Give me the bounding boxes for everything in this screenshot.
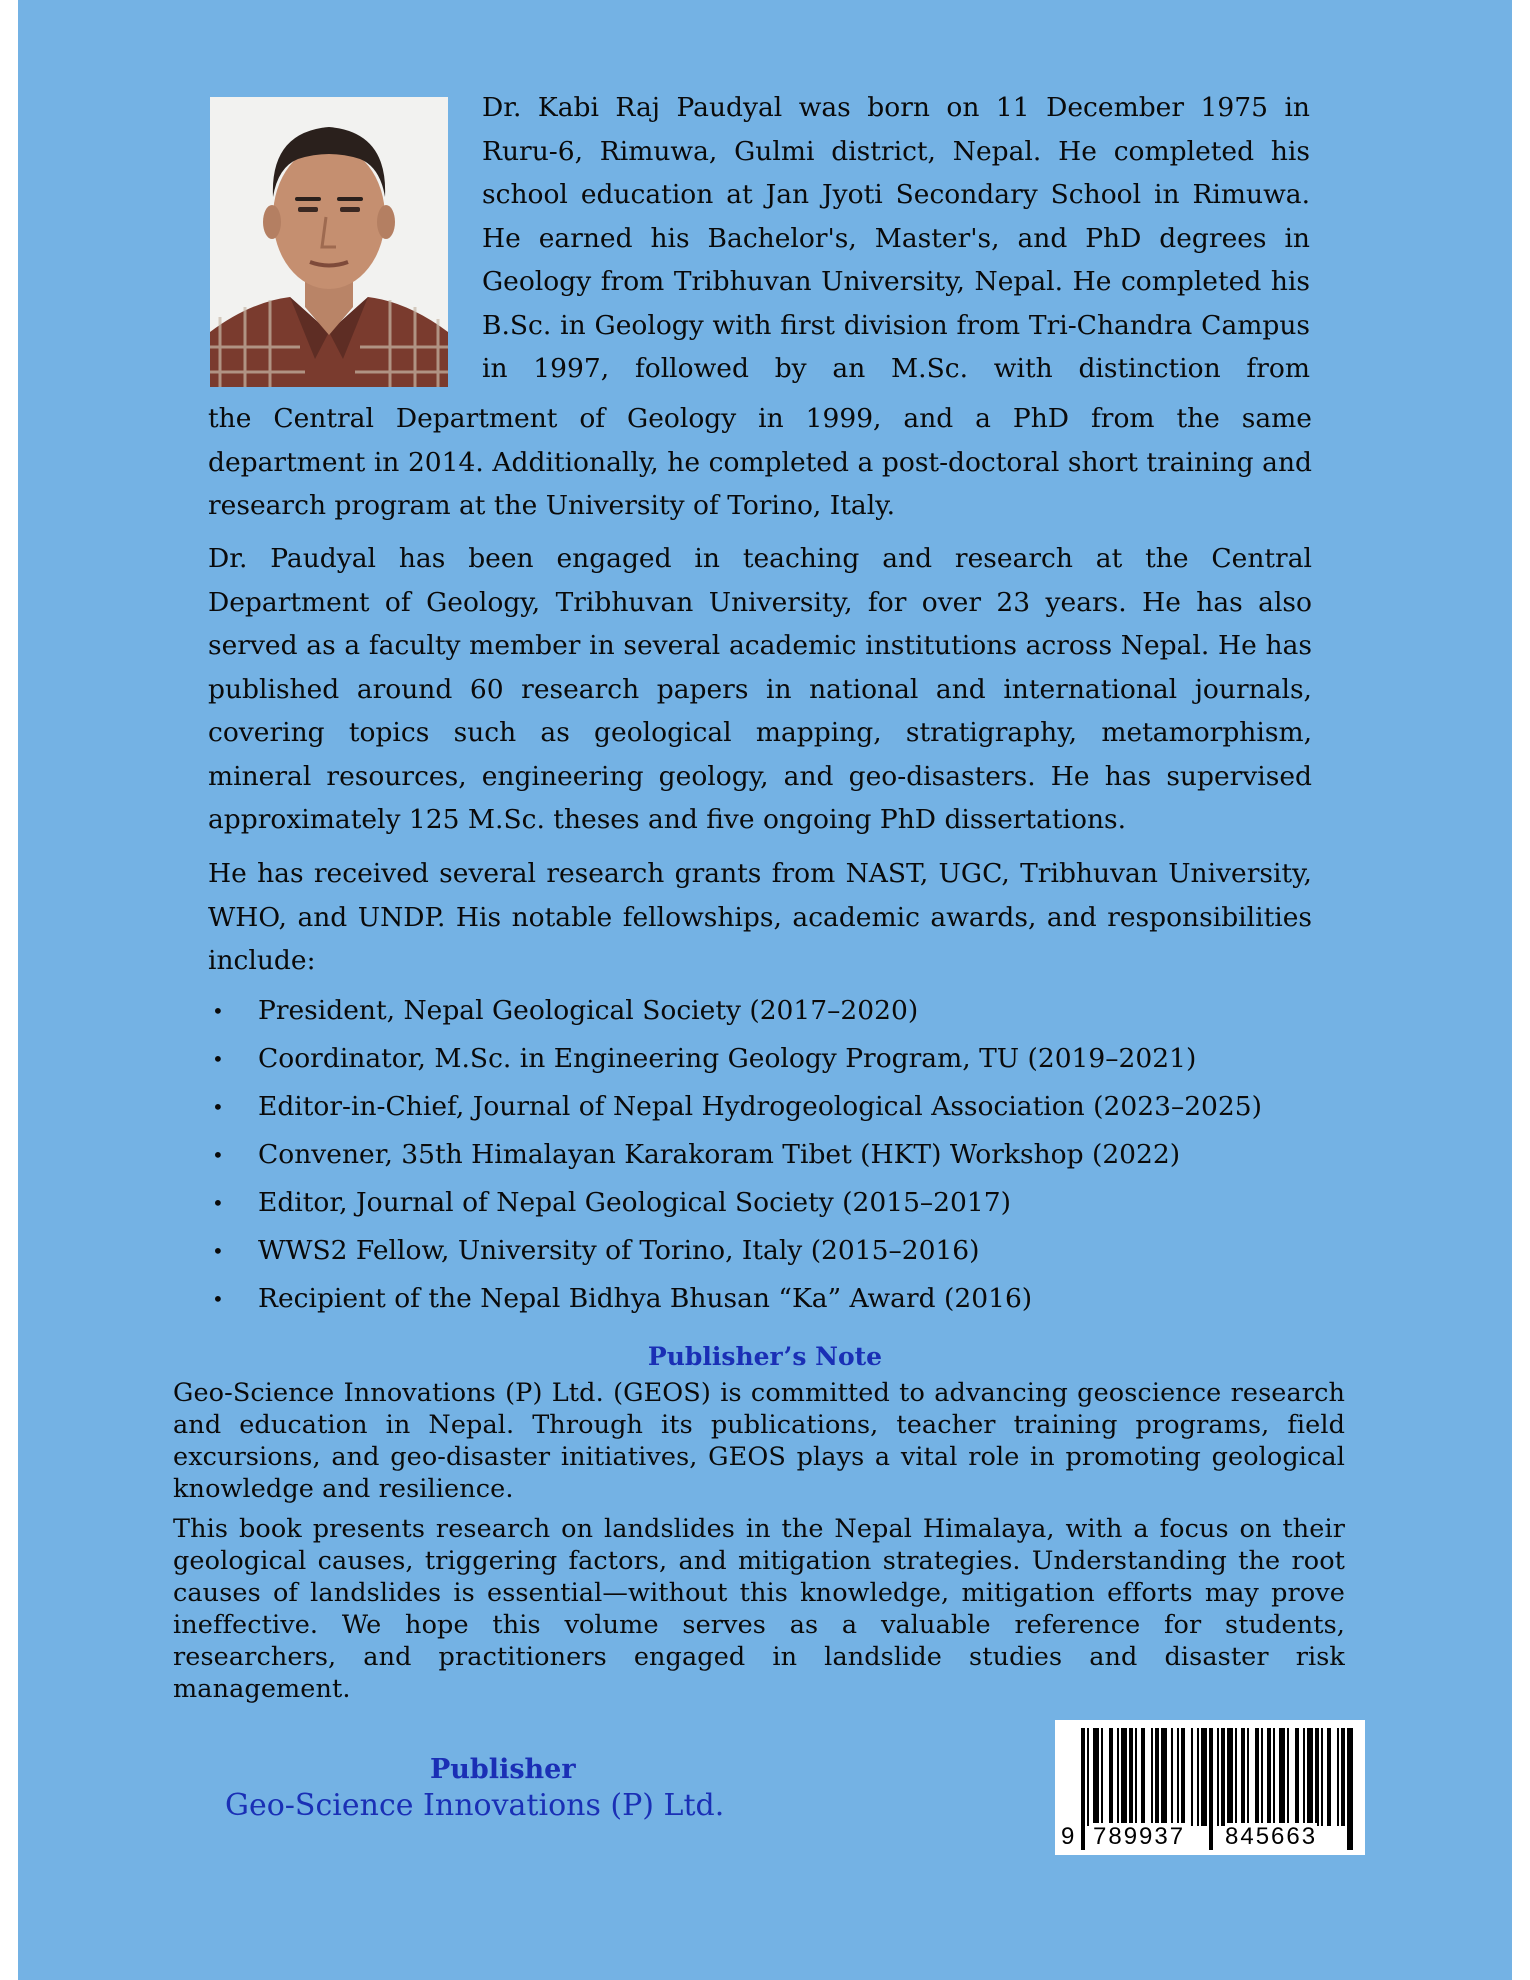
barcode-bar: [1141, 1728, 1145, 1826]
barcode-group-1: 789937: [1093, 1823, 1186, 1850]
barcode-bar: [1151, 1728, 1153, 1826]
role-text: Editor, Journal of Nepal Geological Society (2015–2017): [258, 1187, 1011, 1218]
role-text: Coordinator, M.Sc. in Engineering Geology Program, TU (2019–2021): [258, 1043, 1197, 1074]
barcode-bar: [1341, 1728, 1345, 1826]
barcode-bar: [1267, 1728, 1271, 1826]
barcode-bar: [1221, 1728, 1225, 1826]
list-item: [208, 1275, 1358, 1323]
barcode-bar: [1197, 1728, 1199, 1826]
barcode-bar: [1337, 1728, 1339, 1826]
list-item: [208, 1131, 1358, 1179]
barcode-bar: [1191, 1728, 1193, 1826]
barcode-bar: [1321, 1728, 1323, 1826]
role-text: Recipient of the Nepal Bidhya Bhusan “Ka” Award (2016): [258, 1283, 1033, 1314]
barcode-bar: [1327, 1728, 1331, 1826]
barcode-bar: [1129, 1728, 1133, 1826]
barcode-bar: [1135, 1728, 1137, 1826]
barcode-bar: [1081, 1728, 1085, 1850]
publishers-note-heading: Publisher’s Note: [647, 1342, 883, 1371]
barcode-bar: [1235, 1728, 1237, 1826]
barcode-bar: [1295, 1728, 1299, 1826]
bullet-icon: •: [212, 1047, 224, 1071]
barcode-bar: [1181, 1728, 1185, 1826]
barcode-bar: [1347, 1728, 1353, 1850]
barcode-bar: [1255, 1728, 1259, 1826]
bullet-icon: •: [212, 1287, 224, 1311]
barcode-bar: [1209, 1728, 1213, 1850]
barcode-bar: [1247, 1728, 1249, 1826]
barcode-bar: [1121, 1728, 1127, 1826]
barcode-bar: [1279, 1728, 1285, 1826]
role-text: President, Nepal Geological Society (2017–2020): [258, 995, 919, 1026]
barcode-bar: [1171, 1728, 1173, 1826]
barcode-bar: [1101, 1728, 1103, 1826]
author-bio-teaching: Dr. Paudyal has been engaged in teaching and research at the Central Department of Geology, Tribhuvan University, for over 23 years. He has also served as a faculty member in several academic institutions across Nepal. He has published around 60 research papers in national and international journals, covering topics such as geological mapping, stratigraphy, metamorphism, mineral resources, engineering geology, and geo-disasters. He has supervised approximately 125 M.Sc. theses and five ongoing PhD dissertations.: [208, 543, 1312, 835]
barcode-bar: [1117, 1728, 1119, 1826]
barcode-bar: [1307, 1728, 1313, 1826]
barcode-lead-digit: 9: [1061, 1823, 1075, 1850]
bullet-icon: •: [212, 1239, 224, 1263]
roles-list: [208, 987, 1358, 1323]
bullet-icon: •: [212, 999, 224, 1023]
publishers-note-paragraph-1: Geo-Science Innovations (P) Ltd. (GEOS) is committed to advancing geoscience research and education in Nepal. Through its publications, teacher training programs, field excursions, and geo-disaster initiatives, GEOS plays a vital role in promoting geological knowledge and resilience.: [173, 1378, 1345, 1504]
bullet-icon: •: [212, 1191, 224, 1215]
role-text: Editor-in-Chief, Journal of Nepal Hydrogeological Association (2023–2025): [258, 1091, 1262, 1122]
barcode-bar: [1217, 1728, 1219, 1826]
author-photo: [210, 97, 448, 387]
barcode-bar: [1287, 1728, 1289, 1826]
list-item: [208, 1179, 1358, 1227]
author-bio-intro-continued: the Central Department of Geology in 1999, and a PhD from the same department in 2014. Additionally, he completed a post-doctoral short training and research program at the University of Torino, Italy.: [208, 403, 1312, 521]
author-bio-grants: He has received several research grants from NAST, UGC, Tribhuvan University, WHO, and UNDP. His notable fellowships, academic awards, and responsibilities include:: [208, 858, 1312, 976]
barcode-bar: [1241, 1728, 1245, 1826]
barcode-bar: [1177, 1728, 1179, 1826]
bullet-icon: •: [212, 1095, 224, 1119]
list-item: [208, 1227, 1358, 1275]
list-item: [208, 1083, 1358, 1131]
barcode-bar: [1155, 1728, 1159, 1826]
role-text: Convener, 35th Himalayan Karakoram Tibet (HKT) Workshop (2022): [258, 1139, 1181, 1170]
list-item: [208, 1035, 1358, 1083]
publisher-label: Publisher: [430, 1754, 576, 1785]
author-bio-intro: Dr. Kabi Raj Paudyal was born on 11 December 1975 in Ruru-6, Rimuwa, Gulmi district, Nepal. He completed his school education at Jan Jyoti Secondary School in Rimuwa. He earned his Bachelor's, Master's, and PhD degrees in Geology from Tribhuvan University, Nepal. He completed his B.Sc. in Geology with first division from Tri-Chandra Campus in 1997, followed by an M.Sc. with distinction from: [482, 92, 1310, 384]
barcode-group-2: 845663: [1225, 1823, 1318, 1850]
barcode-bar: [1201, 1728, 1207, 1826]
publishers-note-paragraph-2: This book presents research on landslides in the Nepal Himalaya, with a focus on their geological causes, triggering factors, and mitigation strategies. Understanding the root causes of landslides is essential—without this knowledge, mitigation efforts may prove ineffective. We hope this volume serves as a valuable reference for students, researchers, and practitioners engaged in landslide studies and disaster risk management.: [173, 1514, 1345, 1704]
isbn-barcode: [1055, 1720, 1365, 1855]
role-text: WWS2 Fellow, University of Torino, Italy (2015–2016): [258, 1235, 980, 1266]
publisher-name: Geo-Science Innovations (P) Ltd.: [225, 1788, 725, 1823]
barcode-bar: [1109, 1728, 1113, 1826]
barcode-bar: [1227, 1728, 1233, 1826]
barcode-bar: [1261, 1728, 1263, 1826]
barcode-bar: [1087, 1728, 1089, 1826]
barcode-bar: [1161, 1728, 1167, 1826]
barcode-bar: [1315, 1728, 1319, 1826]
barcode-bar: [1273, 1728, 1275, 1826]
list-item: [208, 987, 1358, 1035]
barcode-bar: [1303, 1728, 1305, 1826]
bullet-icon: •: [212, 1143, 224, 1167]
barcode-bar: [1093, 1728, 1099, 1826]
